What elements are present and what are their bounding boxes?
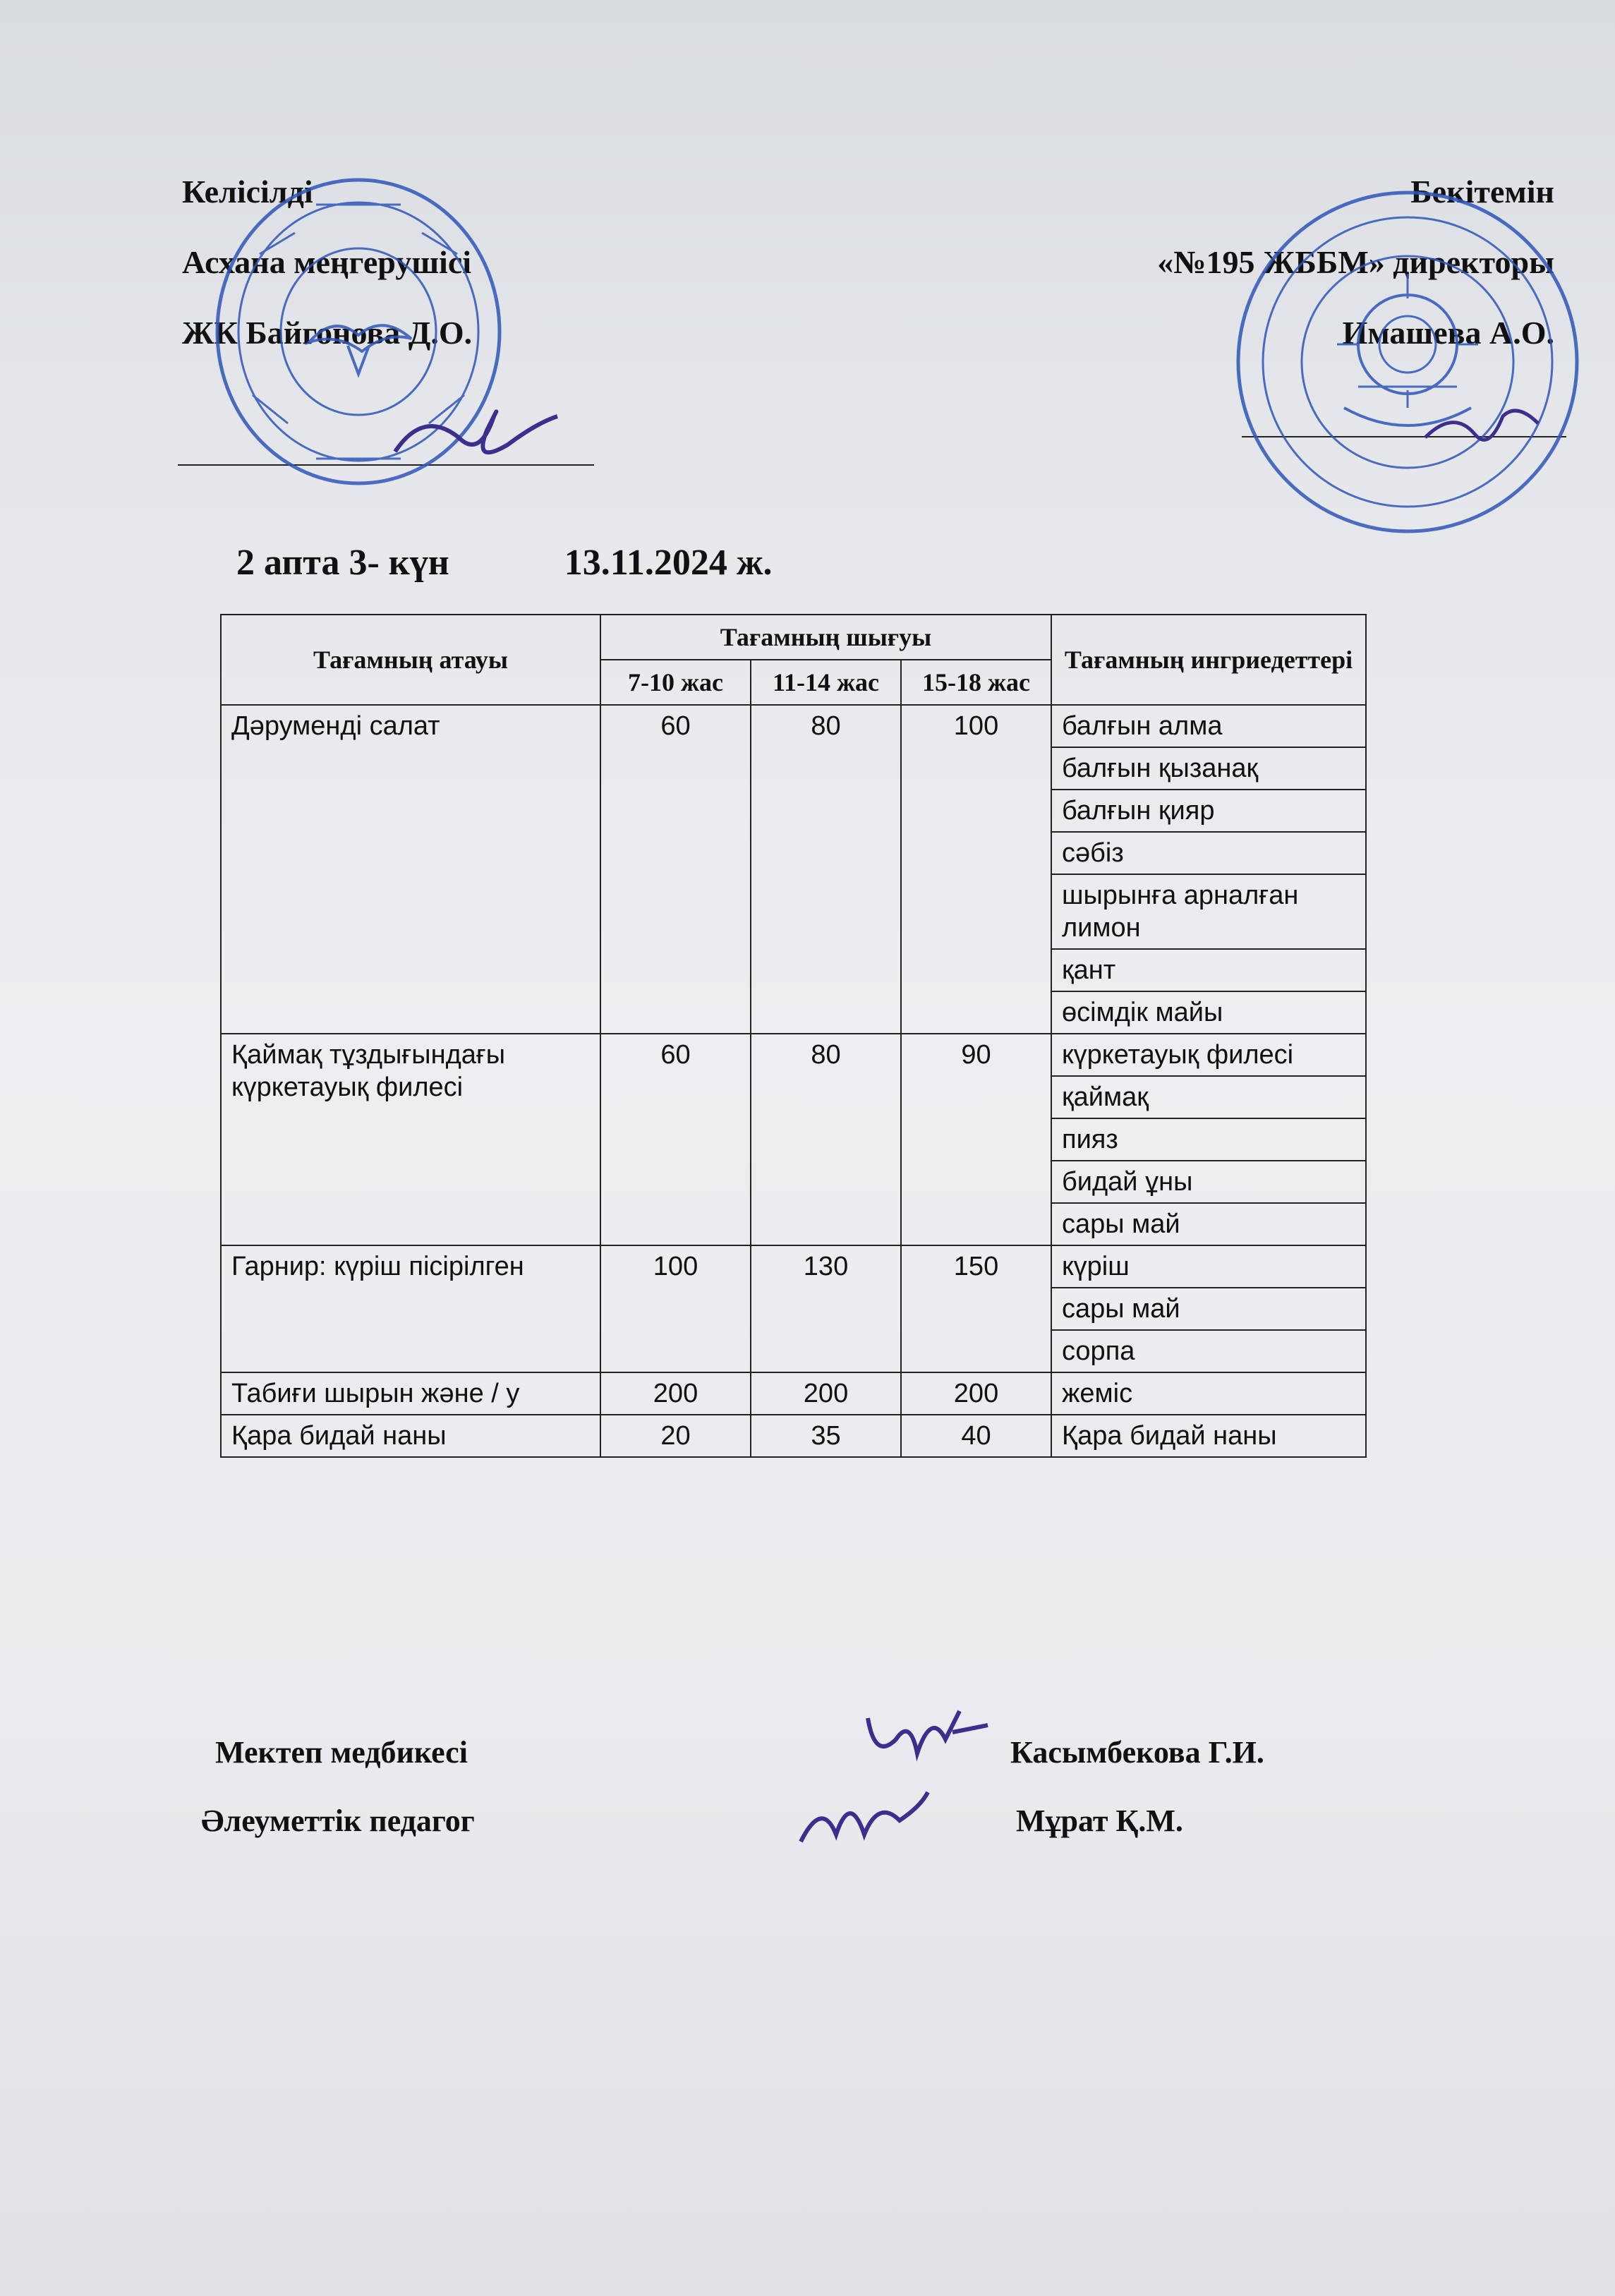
approval-left-position: Асхана меңгерушісі [182, 244, 472, 280]
ingredient-cell: жеміс [1051, 1372, 1366, 1415]
ingredient-cell: өсімдік майы [1051, 991, 1366, 1034]
ingredient-cell: шырынға арналған лимон [1051, 874, 1366, 949]
nurse-role: Мектеп медбикесі [215, 1735, 468, 1770]
ingredient-cell: қант [1051, 949, 1366, 991]
header-age-15-18: 15-18 жас [901, 660, 1051, 705]
ingredient-cell: Қара бидай наны [1051, 1415, 1366, 1457]
portion-11-14: 130 [751, 1245, 901, 1372]
portion-15-18: 100 [901, 705, 1051, 1034]
portion-11-14: 80 [751, 1034, 901, 1245]
approval-left-person: ЖК Байгонова Д.О. [182, 315, 473, 351]
approval-right-title: Бекітемін [1410, 174, 1554, 210]
portion-15-18: 90 [901, 1034, 1051, 1245]
portion-15-18: 40 [901, 1415, 1051, 1457]
ingredient-cell: балғын алма [1051, 705, 1366, 747]
dish-name: Гарнир: күріш пісірілген [221, 1245, 600, 1372]
approval-right-position: «№195 ЖББМ» директоры [1157, 244, 1554, 280]
ingredient-cell: күріш [1051, 1245, 1366, 1288]
table-row [221, 1372, 1366, 1415]
table-row [221, 1415, 1366, 1457]
dish-name: Қаймақ тұздығындағы күркетауық филесі [221, 1034, 600, 1245]
ingredient-cell: күркетауық филесі [1051, 1034, 1366, 1076]
director-signature-icon [1418, 395, 1545, 459]
nurse-name: Касымбекова Г.И. [1010, 1735, 1264, 1770]
pedagog-name: Мұрат Қ.М. [1016, 1803, 1183, 1838]
pedagog-signature-icon [794, 1771, 935, 1856]
school-stamp-icon [1231, 175, 1584, 549]
dish-name: Табиғи шырын және / у [221, 1372, 600, 1415]
menu-table [220, 614, 1367, 1458]
portion-11-14: 200 [751, 1372, 901, 1415]
portion-7-10: 60 [600, 705, 751, 1034]
ingredient-cell: сары май [1051, 1203, 1366, 1245]
pedagog-role: Әлеуметтік педагог [201, 1803, 475, 1838]
day-label: 2 апта 3- күн [236, 543, 449, 583]
dish-name: Дәрумендi салат [221, 705, 600, 1034]
day-heading [236, 542, 773, 584]
ingredient-cell: бидай ұны [1051, 1161, 1366, 1203]
header-dish-name: Тағамның атауы [221, 615, 600, 705]
table-row [221, 705, 1366, 747]
ingredient-cell: сәбіз [1051, 832, 1366, 874]
portion-15-18: 200 [901, 1372, 1051, 1415]
portion-11-14: 35 [751, 1415, 901, 1457]
portion-15-18: 150 [901, 1245, 1051, 1372]
header-age-11-14: 11-14 жас [751, 660, 901, 705]
portion-7-10: 200 [600, 1372, 751, 1415]
menu-table-body [221, 705, 1366, 1457]
table-row [221, 1245, 1366, 1288]
ingredient-cell: сары май [1051, 1288, 1366, 1330]
ingredient-cell: балғын қияр [1051, 790, 1366, 832]
header-output: Тағамның шығуы [600, 615, 1051, 660]
header-age-7-10: 7-10 жас [600, 660, 751, 705]
portion-11-14: 80 [751, 705, 901, 1034]
nurse-signature-icon [854, 1697, 995, 1782]
approval-left-title: Келісілді [182, 174, 313, 210]
ingredient-cell: пияз [1051, 1118, 1366, 1161]
portion-7-10: 100 [600, 1245, 751, 1372]
portion-7-10: 60 [600, 1034, 751, 1245]
dish-name: Қара бидай наны [221, 1415, 600, 1457]
day-date: 13.11.2024 ж. [564, 543, 773, 583]
ingredient-cell: сорпа [1051, 1330, 1366, 1372]
canteen-signature-icon [381, 395, 564, 480]
table-row [221, 1034, 1366, 1076]
approval-right-person: Имашева А.О. [1342, 315, 1554, 351]
ingredient-cell: балғын қызанақ [1051, 747, 1366, 790]
ingredient-cell: қаймақ [1051, 1076, 1366, 1118]
portion-7-10: 20 [600, 1415, 751, 1457]
header-ingredients: Тағамның ингриедеттері [1051, 615, 1366, 705]
